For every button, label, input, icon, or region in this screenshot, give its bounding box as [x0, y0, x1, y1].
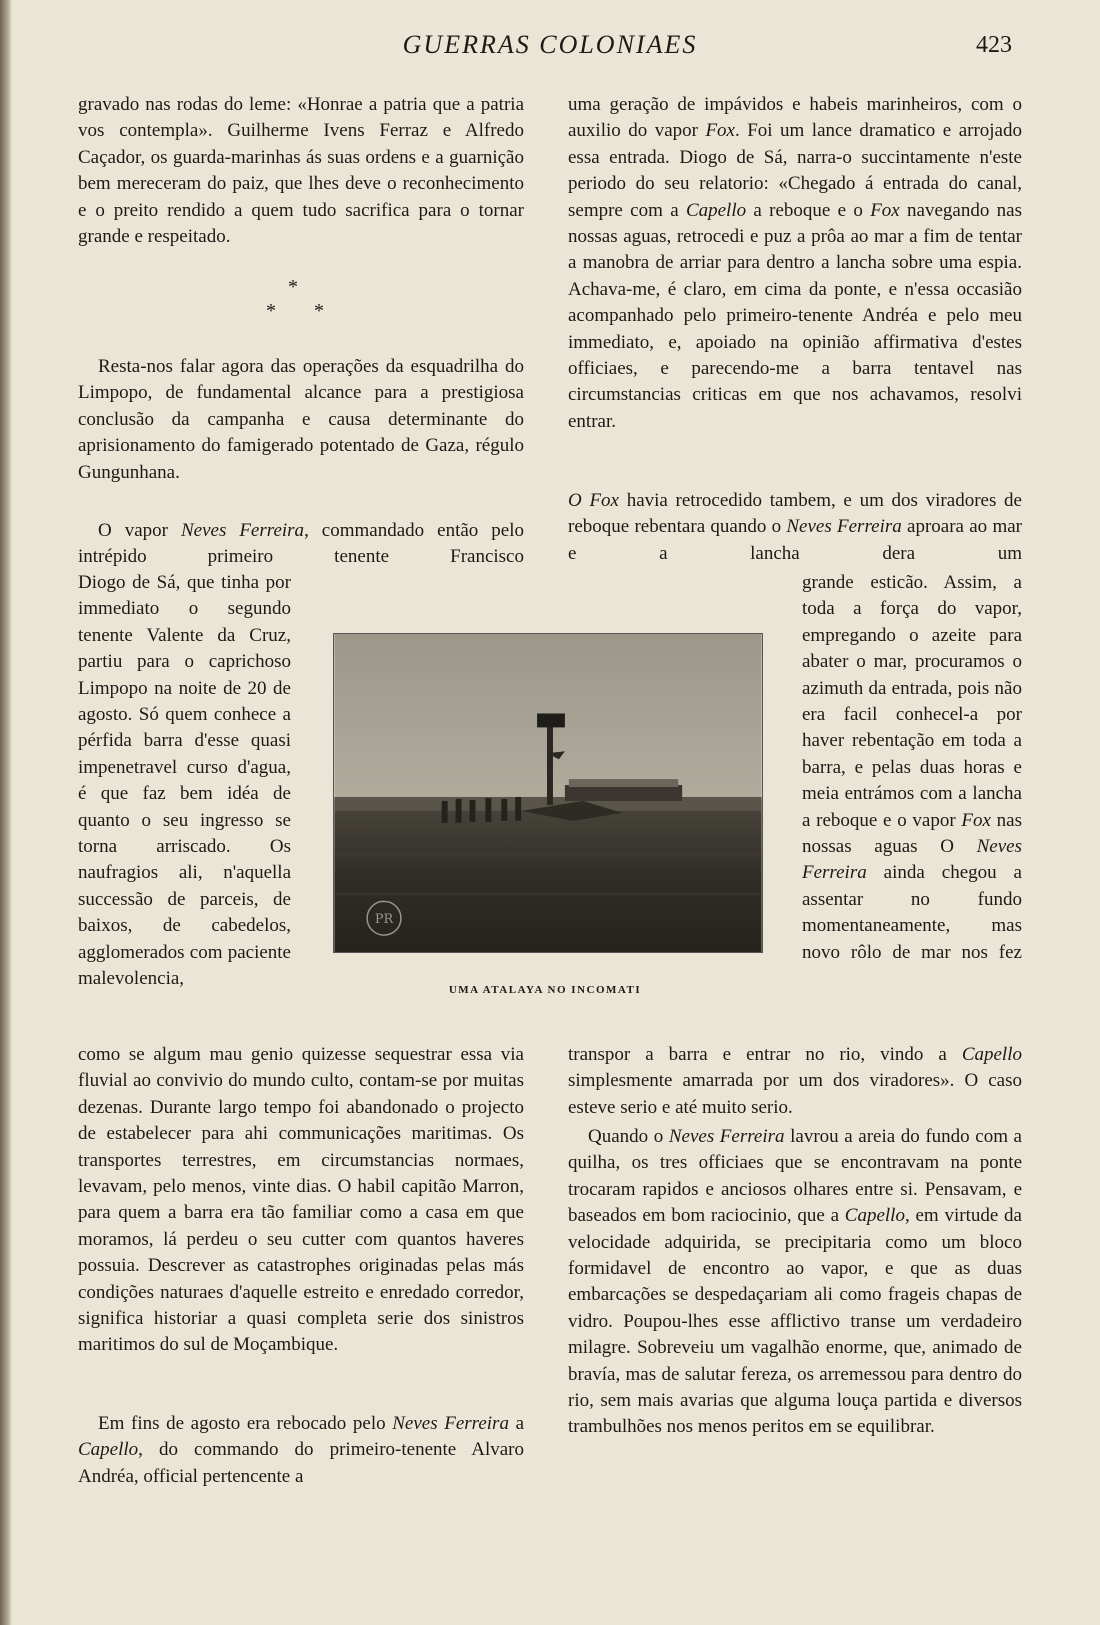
running-head: [78, 30, 1022, 70]
text-run: a: [508, 1413, 524, 1434]
asterism-star-left: *: [266, 300, 276, 322]
text-run: lavrou a areia do fundo com a quilha, os tres officiaes que se encontravam na ponte trocaram rapidos e anciosos olhares entre si. Pensavam, e baseados em bom raciocinio, que a: [568, 1126, 1022, 1227]
ship-name: O: [568, 490, 590, 511]
figure-caption: UMA ATALAYA NO INCOMATI: [448, 984, 642, 996]
text-run: . Foi um lance dramatico e arrojado essa entrada. Diogo de Sá, narra-o succintamente n'este periodo do seu relatorio: «Chegado á entrada do canal, sempre com a: [568, 120, 1022, 221]
ship-name: Fox: [705, 120, 735, 142]
text-run: aproara ao mar e a lancha dera um: [568, 516, 1022, 564]
right-paragraph-3: [568, 1124, 1022, 1441]
right-paragraph-2-narrow: [802, 570, 1022, 966]
text-run: , commandado então pelo intrépido primeiro tenente Francisco: [78, 520, 524, 568]
left-paragraph-4: [78, 1411, 524, 1490]
photo-figure: [333, 633, 763, 953]
text-run: ainda chegou a assentar no fundo momentaneamente, mas novo rôlo de mar nos fez: [802, 862, 1022, 963]
running-title: GUERRAS COLONIAES: [402, 30, 698, 59]
asterism-star-right: *: [314, 300, 324, 322]
ship-name: Capello: [844, 1205, 905, 1227]
left-paragraph-3-lead: [78, 518, 524, 571]
text-run: nas nossas aguas O: [802, 809, 1022, 858]
text-run: uma geração de impávidos e habeis marinheiros, com o auxilio do vapor: [568, 94, 1022, 142]
text-run: , em virtude da velocidade adquirida, se precipitaria como um bloco formidavel de encontro ao vapor, e que as duas embarcações se despedaçariam ali como frageis chapas de vidro. Poupou-lhes esse afflictivo transe um verdadeiro milagre. Sobreveiu um vagalhão enorme, que, animado de bravía, mas de salutar fereza, os arremessou para dentro do rio, sem mais avarias que alguma louça partida e diversos trambulhões nos menos peritos em se equilibrar.: [568, 1205, 1022, 1438]
text-run: a reboque e o: [746, 199, 871, 221]
text-run: Em fins de agosto era rebocado pelo: [98, 1413, 393, 1434]
ship-name: Capello: [685, 199, 747, 221]
page-number: 423: [976, 32, 1012, 58]
text-run: simplesmente amarrada por um dos viradores». O caso esteve serio e até muito serio.: [568, 1070, 1022, 1118]
ship-name: Neves Ferreira: [786, 516, 902, 538]
text-run: transpor a barra e entrar no rio, vindo a: [568, 1044, 962, 1065]
right-paragraph-2-lead: [568, 488, 1022, 567]
text-run: havia retrocedido tambem, e um dos viradores de reboque rebentara quando o: [568, 490, 1022, 538]
ship-name: Neves Ferreira: [180, 520, 305, 541]
ship-name: Fox: [870, 199, 900, 221]
ship-name: Fox: [961, 809, 991, 831]
photo-monogram: PR: [374, 912, 394, 928]
ship-name: Neves Ferreira: [392, 1413, 509, 1434]
section-asterism: [240, 276, 350, 326]
asterism-star-top: *: [288, 276, 298, 298]
ship-name: Capello: [961, 1044, 1022, 1065]
text-run: , do commando do primeiro-tenente Alvaro Andréa, official pertencente a: [78, 1439, 524, 1487]
text-run: navegando nas nossas aguas, retrocedi e puz a prôa ao mar a fim de tentar a manobra de arriar para dentro a lancha sobre uma espia. Achava-me, é claro, em cima da ponte, e n'essa occasião acompanhado pelo primeiro-tenente Andréa e pelo meu immediato, e, apoiado na opinião affirmativa d'estes officiaes, e parecendo-me a barra tentavel nas circumstancias criticas em que nos achavamos, resolvi entrar.: [568, 199, 1022, 432]
ship-name: Fox: [589, 490, 619, 511]
left-paragraph-3-narrow: Diogo de Sá, que tinha por immediato o segundo tenente Valente da Cruz, partiu para o caprichoso Limpopo na noite de 20 de agosto. Só quem conhece a pérfida barra d'esse quasi impenetravel curso d'agua, é que faz bem idéa de quanto o seu ingresso se torna arriscado. Os naufragios ali, n'aquella successão de parceis, de baixos, de cabedelos, agglomerados com paciente malevolencia,: [78, 572, 291, 990]
photo-watchtower: [333, 633, 763, 953]
right-paragraph-1: [568, 92, 1022, 435]
ship-name: Neves Ferreira: [802, 836, 1022, 884]
left-paragraph-3-end: como se algum mau genio quizesse sequestrar essa via fluvial ao convivio do mundo culto, contam-se por muitas dezenas. Durante largo tempo foi abandonado o projecto de estabelecer para ahi communicações maritimas. Os transportes terrestres, em circumstancias normaes, levavam, pelo menos, vinte dias. O habil capitão Marron, para quem a barra era tão familiar como a casa em que moramos, lá perdeu o seu cutter com quantos haveres possuia. Descrever as catastrophes originadas pelas más condições naturaes d'aquelle estreito e enredado corredor, significa historiar a quasi completa serie dos sinistros maritimos do sul de Moçambique.: [78, 1044, 524, 1356]
left-paragraph-2: Resta-nos falar agora das operações da esquadrilha do Limpopo, de fundamental alcance para a prestigiosa conclusão da campanha e causa determinante do aprisionamento do famigerado potentado de Gaza, régulo Gungunhana.: [78, 356, 524, 483]
right-paragraph-2-end: [568, 1042, 1022, 1121]
left-paragraph-1: gravado nas rodas do leme: «Honrae a patria que a patria vos contempla». Guilherme Ivens Ferraz e Alfredo Caçador, os guarda-marinhas ás suas ordens e a guarnição bem mereceram do paiz, que lhes deve o reconhecimento e o preito rendido a quem tudo sacrifica para o tornar grande e respeitado.: [78, 94, 524, 248]
text-run: grande esticão. Assim, a toda a força do vapor, empregando o azeite para abater o mar, procuramos o azimuth da entrada, pois não era facil conhecel-a por haver rebentação em toda a barra, e pelas duas horas e meia entrámos com a lancha a reboque e o vapor: [802, 572, 1022, 831]
text-run: Quando o: [588, 1126, 669, 1147]
ship-name: Capello: [78, 1439, 139, 1461]
ship-name: Neves Ferreira: [668, 1126, 785, 1147]
text-run: O vapor: [98, 520, 181, 541]
page-edge: [0, 0, 12, 1625]
